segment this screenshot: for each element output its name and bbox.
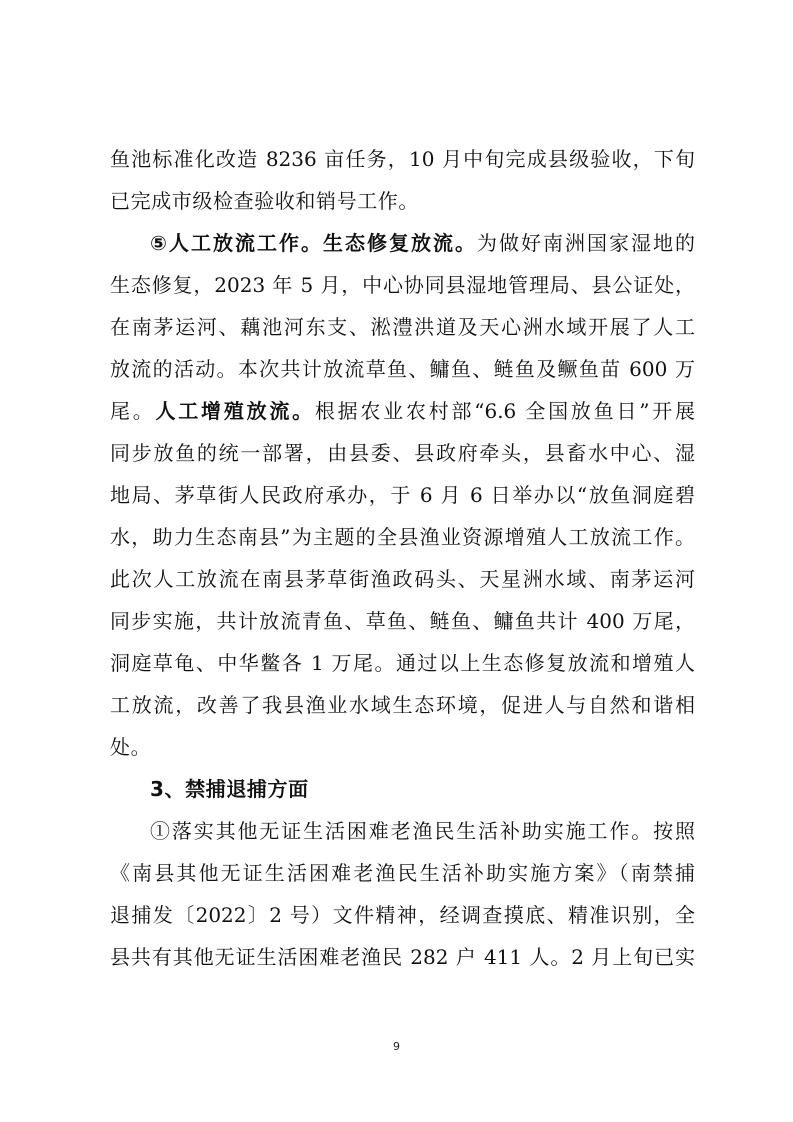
paragraph-artificial-release	[110, 222, 695, 768]
text-line: 洞庭草龟、中华鳖各 1 万尾。通过以上生态修复放流和增殖人	[110, 651, 695, 675]
text-line	[110, 222, 695, 264]
text-run: 为做好南洲国家湿地的	[476, 231, 696, 255]
text-line: 同步实施，共计放流青鱼、草鱼、鲢鱼、鳙鱼共计 400 万尾，	[110, 609, 695, 633]
text-line: 工放流，改善了我县渔业水域生态环境，促进人与自然和谐相	[110, 693, 695, 717]
document-body	[110, 138, 695, 978]
section-heading: 3、禁捕退捕方面	[150, 777, 309, 801]
text-line: 放流的活动。本次共计放流草鱼、鳙鱼、鲢鱼及鳜鱼苗 600 万	[110, 357, 695, 381]
paragraph-fishermen-subsidy	[110, 810, 695, 978]
page-number: 9	[393, 1040, 400, 1053]
text-line: 鱼池标准化改造 8236 亩任务，10 月中旬完成县级验收，下旬	[110, 147, 695, 171]
text-line: 此次人工放流在南县茅草街渔政码头、天星洲水域、南茅运河	[110, 567, 695, 591]
inline-heading-ecological-release: ⑤人工放流工作。生态修复放流。	[150, 231, 477, 255]
text-run: 尾。	[110, 399, 156, 423]
inline-heading-enhancement-release: 人工增殖放流。	[155, 399, 315, 423]
text-line	[110, 390, 695, 432]
text-line: 地局、茅草街人民政府承办，于 6 月 6 日举办以“放鱼洞庭碧	[110, 483, 695, 507]
text-line: 在南茅运河、藕池河东支、淞澧洪道及天心洲水域开展了人工	[110, 315, 695, 339]
paragraph-fishpond-renovation	[110, 138, 695, 222]
text-line: 水，助力生态南县”为主题的全县渔业资源增殖人工放流工作。	[110, 525, 695, 549]
text-line: 《南县其他无证生活困难老渔民生活补助实施方案》（南禁捕	[110, 861, 695, 885]
text-line: ①落实其他无证生活困难老渔民生活补助实施工作。按照	[150, 819, 695, 843]
text-line: 同步放鱼的统一部署，由县委、县政府牵头，县畜水中心、湿	[110, 441, 695, 465]
text-line: 处。	[110, 735, 152, 759]
text-line: 退捕发〔2022〕2 号）文件精神，经调查摸底、精准识别，全	[110, 903, 695, 927]
text-run: 根据农业农村部“6.6 全国放鱼日”开展	[314, 399, 695, 423]
text-line: 县共有其他无证生活困难老渔民 282 户 411 人。2 月上旬已实	[110, 945, 695, 969]
text-line: 生态修复，2023 年 5 月，中心协同县湿地管理局、县公证处，	[110, 273, 695, 297]
text-line: 已完成市级检查验收和销号工作。	[110, 189, 419, 213]
